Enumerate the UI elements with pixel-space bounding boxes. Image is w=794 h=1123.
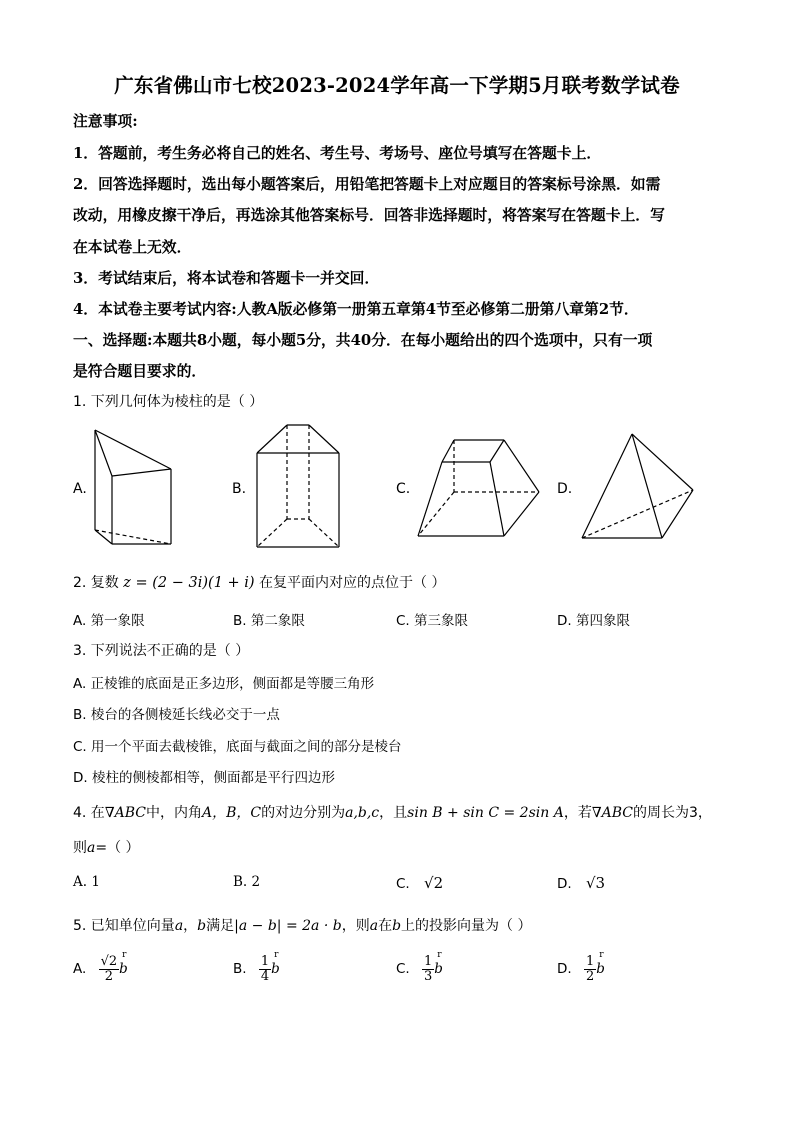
q5-option-a-fraction bbox=[99, 955, 120, 983]
q5-option-b-arrow: r bbox=[274, 950, 279, 961]
q5-option-a-vector-b: b bbox=[119, 961, 128, 978]
q4-text-2: 中，内角 bbox=[145, 805, 202, 821]
q4-option-d bbox=[557, 874, 605, 892]
q5-option-c-fraction bbox=[422, 955, 434, 983]
question-1-stem: 1. 下列几何体为棱柱的是（ ） bbox=[73, 394, 264, 410]
q4-text-4: ，且 bbox=[379, 805, 408, 821]
q4-var-a: a bbox=[87, 840, 96, 856]
q5-text-1: 5. 已知单位向量 bbox=[73, 918, 175, 934]
notice-item-1: 1．答题前，考生务必将自己的姓名、考生号、考场号、座位号填写在答题卡上． bbox=[73, 145, 602, 162]
q1-figure-a-triangular-prism bbox=[90, 428, 185, 548]
q4-option-a: A. 1 bbox=[73, 874, 100, 890]
q4-option-c-value: √2 bbox=[424, 874, 444, 892]
q2-suffix: 在复平面内对应的点位于（ ） bbox=[259, 575, 446, 591]
q5-option-d bbox=[557, 950, 605, 984]
q1-option-c-label: C. bbox=[396, 481, 411, 497]
q5-option-b-vector bbox=[271, 950, 280, 978]
q5-option-b-vector-b: b bbox=[271, 961, 280, 978]
q4-option-c-label: C. bbox=[396, 876, 410, 892]
notice-item-3: 3．考试结束后，将本试卷和答题卡一并交回． bbox=[73, 270, 380, 287]
notice-item-4: 4．本试卷主要考试内容:人教A版必修第一册第五章第4节至必修第二册第八章第2节． bbox=[73, 301, 639, 318]
notice-heading: 注意事项: bbox=[73, 113, 138, 130]
q4-then: 则 bbox=[73, 840, 87, 856]
q3-option-b: B. 棱台的各侧棱延长线必交于一点 bbox=[73, 707, 280, 723]
q1-figure-d-pyramid bbox=[576, 430, 701, 545]
section-heading-cont: 是符合题目要求的． bbox=[73, 363, 207, 380]
q5-option-a-numerator: √2 bbox=[100, 954, 118, 969]
q4-blank: =（ ） bbox=[95, 840, 140, 856]
q5-option-d-vector bbox=[596, 950, 605, 978]
q5-option-a bbox=[73, 950, 128, 984]
q4-option-b: B. 2 bbox=[233, 874, 261, 890]
q5-vector-b-2: b bbox=[392, 918, 402, 934]
q2-option-a: A. 第一象限 bbox=[73, 613, 145, 629]
q2-option-c: C. 第三象限 bbox=[396, 613, 469, 629]
q2-option-d: D. 第四象限 bbox=[557, 613, 630, 629]
q5-option-b-numerator: 1 bbox=[260, 954, 270, 969]
question-4-stem bbox=[73, 802, 712, 822]
q5-equation: |a − b| = 2a · b bbox=[234, 918, 342, 934]
q3-option-c: C. 用一个平面去截棱锥，底面与截面之间的部分是棱台 bbox=[73, 739, 402, 755]
q1-option-a-label: A. bbox=[73, 481, 87, 497]
q5-option-d-fraction bbox=[584, 955, 596, 983]
q4-option-c bbox=[396, 874, 443, 892]
question-2-stem bbox=[73, 572, 446, 592]
q5-option-a-arrow: r bbox=[122, 950, 127, 961]
q5-option-d-label: D. bbox=[557, 961, 572, 978]
q1-figure-c-frustum bbox=[414, 436, 544, 541]
q4-triangle: ∇ABC bbox=[104, 805, 146, 821]
notice-item-2: 2．回答选择题时，选出每小题答案后，用铅笔把答题卡上对应题目的答案标号涂黑．如需 bbox=[73, 176, 661, 193]
q5-option-b-denominator: 4 bbox=[260, 968, 270, 984]
q5-option-c-numerator: 1 bbox=[424, 954, 433, 969]
q4-option-d-label: D. bbox=[557, 876, 572, 892]
q3-option-d: D. 棱柱的侧棱都相等，侧面都是平行四边形 bbox=[73, 770, 335, 786]
q2-prefix: 2. 复数 bbox=[73, 575, 119, 591]
q5-option-d-numerator: 1 bbox=[585, 954, 595, 969]
q4-text-6: 的周长为3， bbox=[632, 805, 712, 821]
q5-sep: ， bbox=[183, 918, 198, 934]
q5-option-c-vector-b: b bbox=[434, 961, 443, 978]
q5-option-c-label: C. bbox=[396, 961, 410, 978]
q5-option-c-denominator: 3 bbox=[424, 968, 433, 984]
q4-option-d-value: √3 bbox=[585, 874, 606, 892]
q4-text-1: 4. 在 bbox=[73, 805, 105, 821]
q4-sides: a,b,c bbox=[345, 805, 380, 821]
q5-option-a-denominator: 2 bbox=[104, 968, 114, 984]
question-4-stem-cont bbox=[73, 837, 140, 857]
q5-vector-b: b bbox=[197, 918, 207, 934]
q3-option-a: A. 正棱锥的底面是正多边形，侧面都是等腰三角形 bbox=[73, 676, 375, 692]
q5-option-b bbox=[233, 950, 280, 984]
q5-vector-a-2: a bbox=[369, 918, 379, 934]
section-heading: 一、选择题:本题共8小题，每小题5分，共40分．在每小题给出的四个选项中，只有一项 bbox=[73, 332, 653, 349]
page-title: 广东省佛山市七校2023-2024学年高一下学期5月联考数学试卷 bbox=[114, 74, 680, 97]
q4-text-5: ，若 bbox=[563, 805, 592, 821]
q1-option-d-label: D. bbox=[557, 481, 573, 497]
notice-item-2-end: 在本试卷上无效． bbox=[73, 239, 192, 256]
q5-text-5: 上的投影向量为（ ） bbox=[401, 918, 532, 934]
notice-item-2-cont: 改动，用橡皮擦干净后，再选涂其他答案标号．回答非选择题时，将答案写在答题卡上．写 bbox=[73, 207, 665, 224]
q4-angles: A，B，C bbox=[201, 805, 262, 821]
q5-text-3: ，则 bbox=[341, 918, 370, 934]
q1-option-b-label: B. bbox=[232, 481, 247, 497]
q5-option-c-vector bbox=[434, 950, 443, 978]
q5-option-d-denominator: 2 bbox=[585, 968, 595, 984]
q2-option-b: B. 第二象限 bbox=[233, 613, 305, 629]
q5-option-b-fraction bbox=[259, 955, 271, 983]
q5-vector-a: a bbox=[174, 918, 184, 934]
question-3-stem: 3. 下列说法不正确的是（ ） bbox=[73, 643, 250, 659]
q2-formula: z = (2 − 3i)(1 + i) bbox=[123, 575, 255, 591]
q5-option-a-label: A. bbox=[73, 961, 87, 978]
q5-option-d-vector-b: b bbox=[596, 961, 605, 978]
q5-option-b-label: B. bbox=[233, 961, 247, 978]
q5-text-4: 在 bbox=[378, 918, 393, 934]
q5-option-c bbox=[396, 950, 443, 984]
q4-triangle-2: ∇ABC bbox=[591, 805, 633, 821]
q1-figure-b-frustum bbox=[252, 423, 347, 553]
q4-equation: sin B + sin C = 2sin A bbox=[407, 805, 564, 821]
q5-option-c-arrow: r bbox=[437, 950, 442, 961]
q5-text-2: 满足 bbox=[206, 918, 235, 934]
q4-text-3: 的对边分别为 bbox=[261, 805, 346, 821]
q5-option-a-vector bbox=[119, 950, 128, 978]
q5-option-d-arrow: r bbox=[599, 950, 604, 961]
question-5-stem bbox=[73, 915, 532, 935]
